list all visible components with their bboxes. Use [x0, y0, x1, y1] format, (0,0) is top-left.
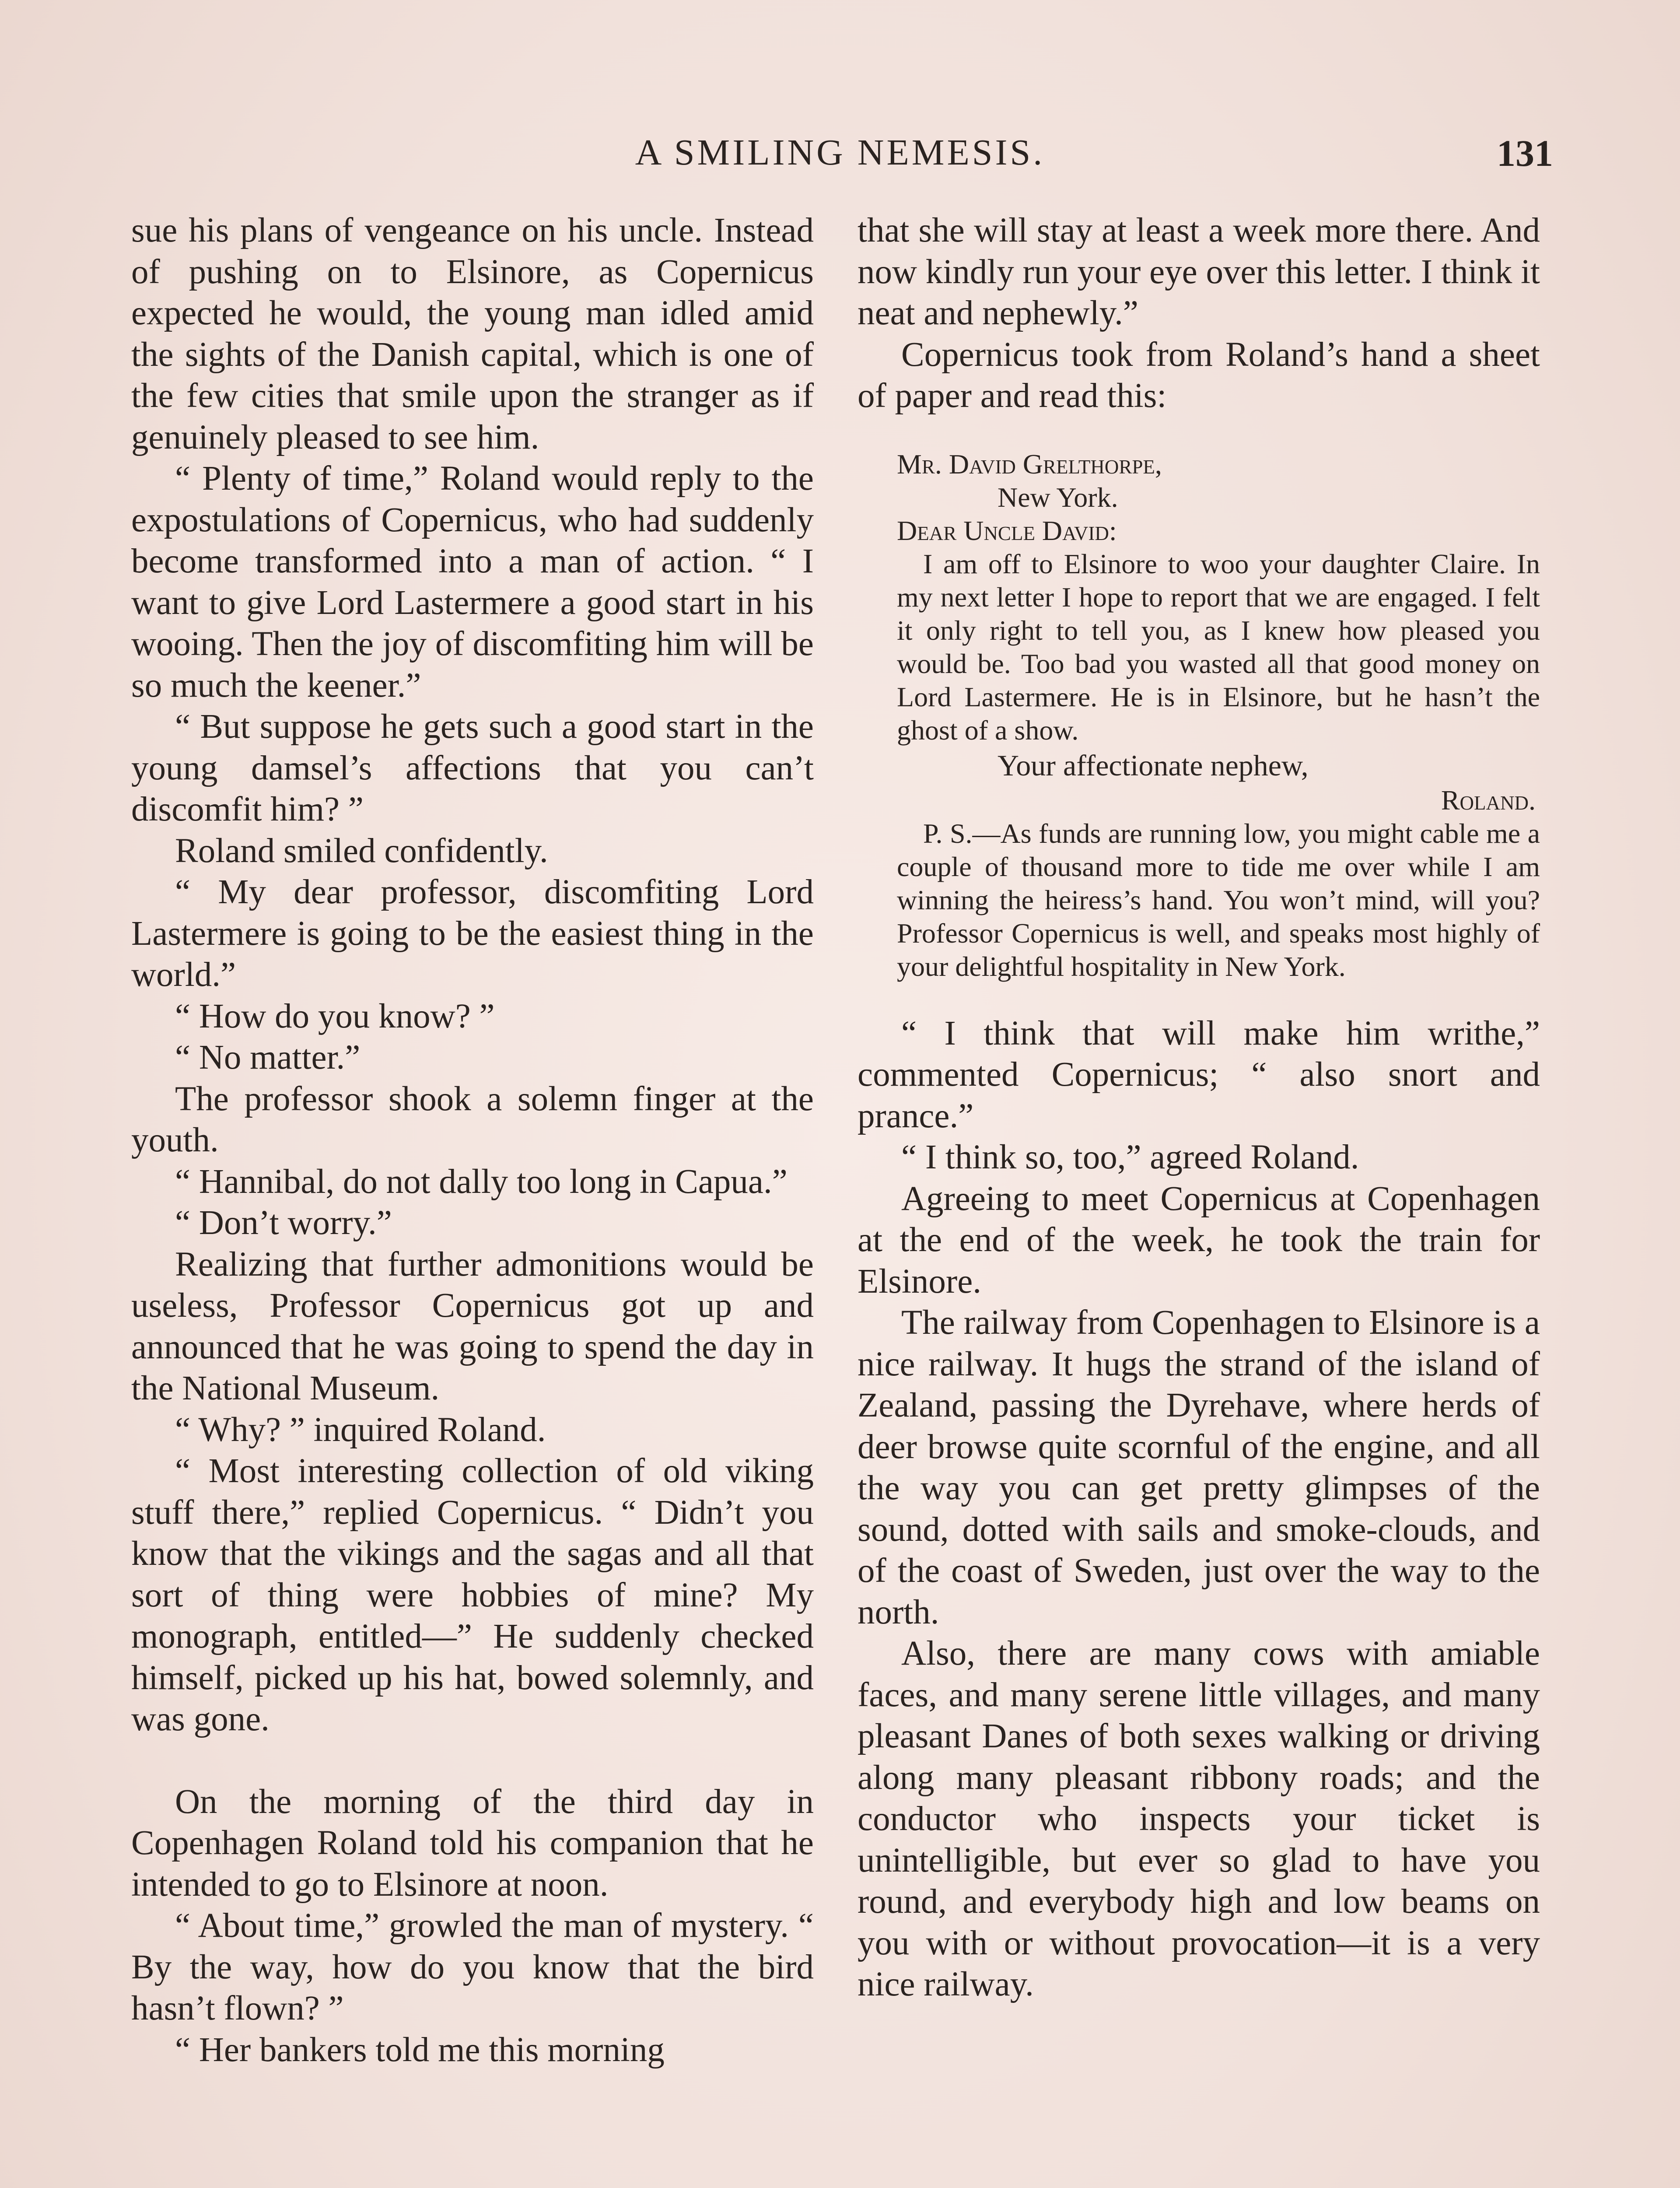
paragraph: sue his plans of vengeance on his uncle. Instead of pushing on to Elsinore, as Copernicus expected he would, the young man idled amid the sights of the Danish capital, which is one of the few cities that smile upon the stranger as if genuinely pleased to see him. — [131, 211, 814, 456]
paragraph: Roland smiled confidently. — [175, 831, 548, 870]
paragraph: “ Why? ” inquired Roland. — [175, 1410, 546, 1449]
paragraph: Copernicus took from Roland’s hand a sheet of paper and read this: — [858, 335, 1540, 415]
paragraph: Agreeing to meet Copernicus at Copenhagen at the end of the week, he took the train for Elsinore. — [858, 1179, 1540, 1301]
letter-closing: Your affectionate nephew, — [998, 748, 1309, 782]
paragraph: that she will stay at least a week more there. And now kindly run your eye over this letter. I think it neat and nephewly.” — [858, 211, 1540, 332]
letter-salutation: Dear Uncle David: — [897, 515, 1117, 546]
letter-body: I am off to Elsinore to woo your daughter Claire. In my next letter I hope to report that we are engaged. I felt it only right to tell you, as I knew how pleased you would be. Too bad you wasted all that good money on Lord Lastermere. He is in Elsinore, but he hasn’t the ghost of a show. — [897, 548, 1540, 746]
paragraph: Realizing that further admonitions would be useless, Professor Copernicus got up and announced that he was going to spend the day in the National Museum. — [131, 1245, 814, 1407]
paragraph: “ I think that will make him writhe,” commented Copernicus; “ also snort and prance.” — [858, 1014, 1540, 1135]
paragraph: “ Don’t worry.” — [175, 1204, 392, 1242]
paragraph: “ Her bankers told me this morning — [175, 2030, 665, 2069]
paragraph: “ How do you know? ” — [175, 997, 495, 1035]
paragraph: Also, there are many cows with amiable faces, and many serene little villages, and many pleasant Danes of both sexes walking or driving along many pleasant ribbony roads; and the conductor who inspects your ticket is unintelligible, but ever so glad to have you round, and everybody high and low beams on you with or without provocation—it is a very nice railway. — [858, 1634, 1540, 2003]
embedded-letter — [897, 448, 1540, 983]
letter-postscript: P. S.—As funds are running low, you might cable me a couple of thousand more to tide me over while I am winning the heiress’s hand. You won’t mind, will you? Professor Copernicus is well, and speaks most highly of your delightful hospitality in New York. — [897, 817, 1540, 982]
paragraph: “ About time,” growled the man of mystery. “ By the way, how do you know that the bird hasn’t flown? ” — [131, 1907, 814, 2027]
page-number: 131 — [1497, 132, 1553, 174]
paragraph: “ Plenty of time,” Roland would reply to the expostulations of Copernicus, who had suddenly become transformed into a man of action. “ I want to give Lord Lastermere a good start in his wooing. Then the joy of discomfiting him will be so much the keener.” — [131, 459, 814, 705]
paragraph: “ My dear professor, discomfiting Lord Lastermere is going to be the easiest thing in the world.” — [131, 873, 814, 994]
paragraph: “ Most interesting collection of old viking stuff there,” replied Copernicus. “ Didn’t you know that the vikings and the sagas and all that sort of thing were hobbies of mine? My monograph, entitled—” He suddenly checked himself, picked up his hat, bowed solemnly, and was gone. — [131, 1452, 814, 1738]
letter-signature: Roland. — [1441, 784, 1536, 816]
letter-address: New York. — [998, 481, 1118, 513]
paragraph: “ But suppose he gets such a good start in the young damsel’s affections that you can’t discomfit him? ” — [131, 708, 814, 828]
right-column — [858, 210, 1540, 2006]
section-break-paragraph: On the morning of the third day in Copenhagen Roland told his companion that he intended to go to Elsinore at noon. — [131, 1782, 814, 1904]
paragraph: The railway from Copenhagen to Elsinore is a nice railway. It hugs the strand of the island of Zealand, passing the Dyrehave, where herds of deer browse quite scornful of the engine, and all the way you can get pretty glimpses of the sound, dotted with sails and smoke-clouds, and of the coast of Sweden, just over the way to the north. — [858, 1304, 1540, 1631]
paragraph: “ Hannibal, do not dally too long in Capua.” — [175, 1162, 788, 1201]
letter-addressee: Mr. David Grelthorpe, — [897, 448, 1162, 480]
paragraph: “ No matter.” — [175, 1038, 360, 1076]
page-title: A SMILING NEMESIS. — [635, 132, 1045, 173]
paragraph: “ I think so, too,” agreed Roland. — [901, 1138, 1359, 1176]
running-header — [127, 131, 1553, 188]
paragraph: The professor shook a solemn finger at the youth. — [131, 1080, 814, 1159]
left-column — [131, 210, 814, 2071]
